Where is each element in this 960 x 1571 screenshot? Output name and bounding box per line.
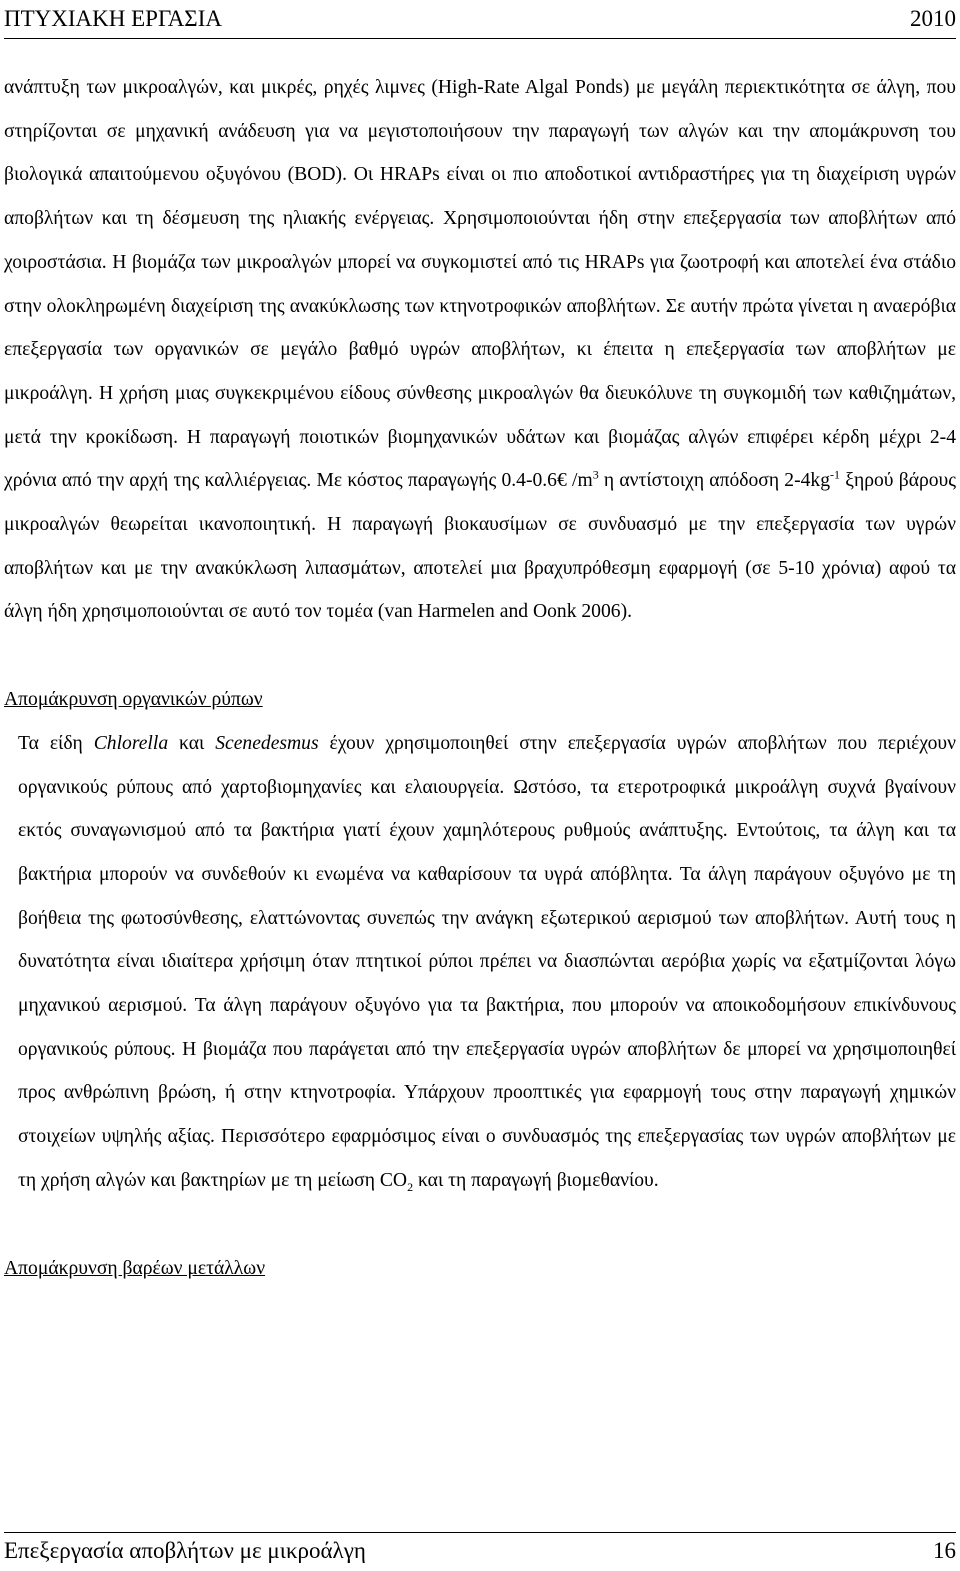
species-name: Chlorella — [93, 732, 169, 754]
superscript: 3 — [592, 467, 599, 482]
text-run: ξηρού βάρους μικροαλγών θεωρείται ικανοποιητική. Η παραγωγή βιοκαυσίμων σε συνδυασμό με την επεξεργασία των υγρών αποβλήτων και με την ανακύκλωση λιπασμάτων, αποτελεί μια βραχυπρόθεσμη εφαρμογή (σε 5-10 χρόνια) αφού τα άλγη ήδη χρησιμοποιούνται σε αυτό τον τομέα (van Harmelen and Oonk 2006). — [4, 470, 956, 623]
paragraph-hraps — [4, 66, 956, 634]
footer-title: Επεξεργασία αποβλήτων με μικροάλγη — [4, 1538, 366, 1563]
text-run: και τη παραγωγή βιομεθανίου. — [413, 1169, 659, 1191]
header-title: ΠΤΥΧΙΑΚΗ ΕΡΓΑΣΙΑ — [4, 6, 222, 31]
euro-sign: € — [556, 470, 567, 492]
text-run: Τα είδη — [18, 732, 94, 754]
text-run: η αντίστοιχη απόδοση 2-4kg — [598, 470, 831, 492]
spacer — [4, 634, 956, 678]
spacer — [4, 1203, 956, 1247]
page-body — [4, 66, 956, 1290]
subscript: 2 — [407, 1179, 414, 1194]
page-number: 16 — [933, 1538, 956, 1563]
text-run: έχουν χρησιμοποιηθεί στην επεξεργασία υγρών αποβλήτων που περιέχουν οργανικούς ρύπους από χαρτοβιομηχανίες και ελαιουργεία. Ωστόσο, τα ετεροτροφικά μικροάλγη συχνά βγαίνουν εκτός συναγωνισμού από τα βακτήρια γιατί έχουν χαμηλότερους ρυθμούς ανάπτυξης. Εντούτοις, τα άλγη και τα βακτήρια μπορούν να συνδεθούν κι ενωμένα να καθαρίσουν τα υγρά απόβλητα. Τα άλγη παράγουν οξυγόνο με τη βοήθεια της φωτοσύνθεσης, ελαττώνοντας συνεπώς την ανάγκη εξωτερικού αερισμού των αποβλήτων. Αυτή τους η δυνατότητα είναι ιδιαίτερα χρήσιμη όταν πτητικοί ρύποι πρέπει να διασπώνται αερόβια χωρίς να εξατμίζονται λόγω μηχανικού αερισμού. Τα άλγη παράγουν οξυγόνο για τα βακτήρια, που μπορούν να αποικοδομήσουν επικίνδυνους οργανικούς ρύπους. Η βιομάζα που παράγεται από την επεξεργασία υγρών αποβλήτων δε μπορεί να χρησιμοποιηθεί προς ανθρώπινη βρώση, ή στην κτηνοτροφία. Υπάρχουν προοπτικές για εφαρμογή τους στην παραγωγή χημικών στοιχείων υψηλής αξίας. Περισσότερο εφαρμόσιμος είναι ο συνδυασμός της επεξεργασίας των υγρών αποβλήτων με τη χρήση αλγών και βακτηρίων με τη μείωση CO — [18, 732, 956, 1191]
section-heading-metals: Απομάκρυνση βαρέων μετάλλων — [4, 1257, 266, 1279]
paragraph-text — [4, 66, 956, 634]
paragraph-organic — [4, 722, 956, 1203]
superscript: -1 — [830, 467, 841, 482]
text-run: ανάπτυξη των μικροαλγών, και μικρές, ρηχές λιμνες (High-Rate Algal Ponds) με μεγάλη περιεκτικότητα σε άλγη, που στηρίζονται σε μηχανική ανάδευση για να μεγιστοποιήσουν την παραγωγή των αλγών και την απομάκρυνση του βιολογικά απαιτούμενου οξυγόνου (BOD). Οι HRAPs είναι οι πιο αποδοτικοί αντιδραστήρες για τη διαχείριση υγρών αποβλήτων και τη δέσμευση της ηλιακής ενέργειας. Χρησιμοποιούνται ήδη στην επεξεργασία των αποβλήτων από χοιροστάσια. Η βιομάζα των μικροαλγών μπορεί να συγκομιστεί από τις HRAPs για ζωοτροφή και αποτελεί ένα στάδιο στην ολοκληρωμένη διαχείριση της ανακύκλωσης των κτηνοτροφικών αποβλήτων. Σε αυτήν πρώτα γίνεται η αναερόβια επεξεργασία των οργανικών σε μεγάλο βαθμό υγρών αποβλήτων, κι έπειτα η επεξεργασία των αποβλήτων με μικροάλγη. Η χρήση μιας συγκεκριμένου είδους σύνθεσης μικροαλγών θα διευκόλυνε τη συγκομιδή των καθιζημάτων, μετά την κροκίδωση. Η παραγωγή ποιοτικών βιομηχανικών υδάτων και βιομάζας αλγών επιφέρει κέρδη μέχρι 2-4 χρόνια από την αρχή της καλλιέργειας. Με κόστος παραγωγής 0.4-0.6 — [4, 77, 956, 492]
page-header — [4, 0, 956, 39]
species-name: Scenedesmus — [215, 732, 319, 754]
header-year: 2010 — [910, 6, 956, 31]
page-footer — [4, 1532, 956, 1569]
paragraph-text — [4, 722, 956, 1203]
section-heading-organic: Απομάκρυνση οργανικών ρύπων — [4, 689, 263, 711]
text-run: και — [168, 732, 216, 754]
text-run: /m — [566, 470, 593, 492]
